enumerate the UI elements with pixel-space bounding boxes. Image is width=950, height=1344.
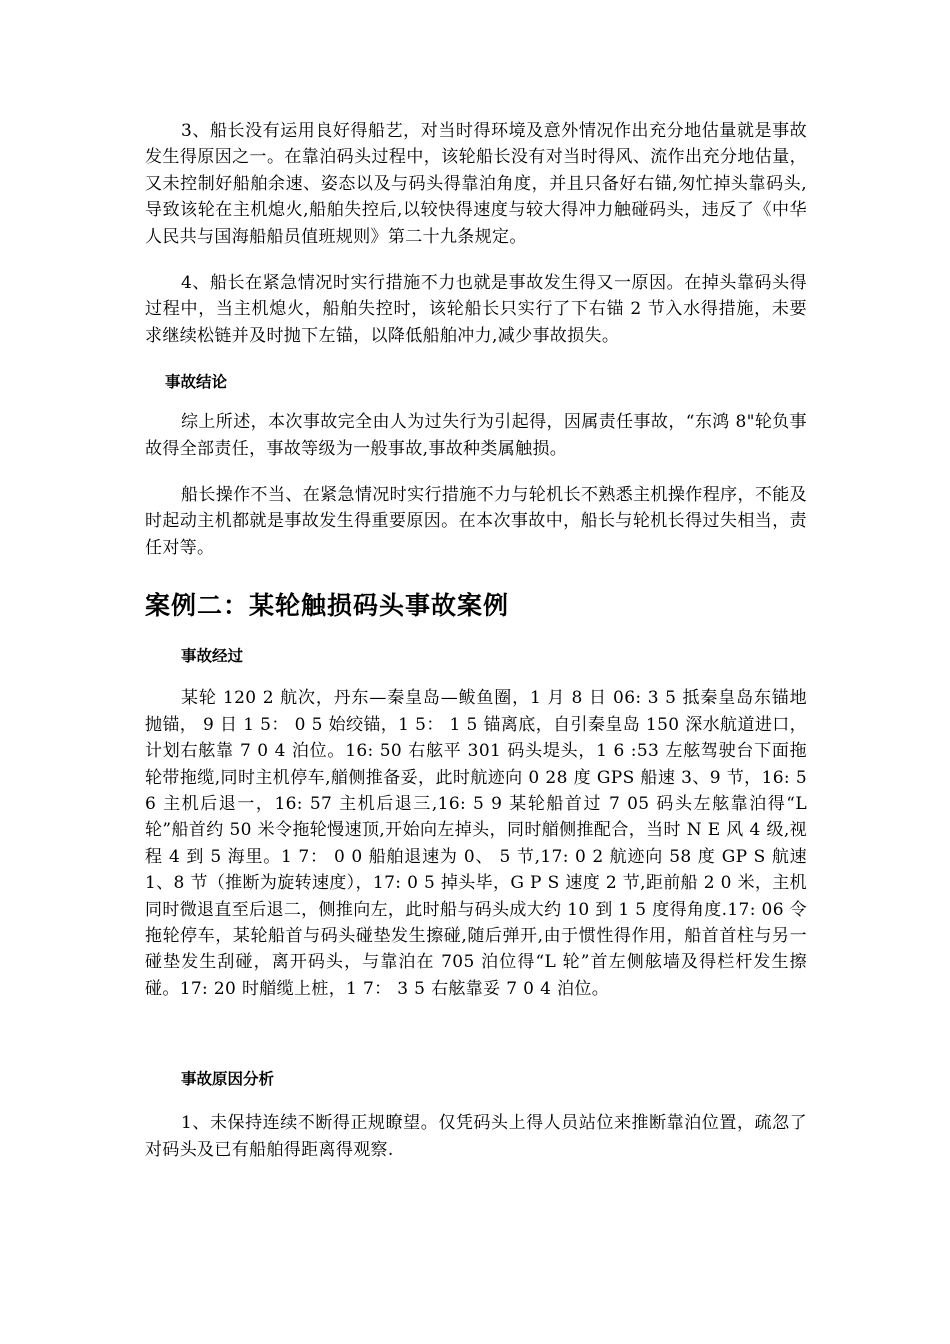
paragraph-cause-analysis-1: 1、未保持连续不断得正规瞭望。仅凭码头上得人员站位来推断靠泊位置，疏忽了对码头及已有船舶得距离得观察.	[145, 1113, 807, 1160]
heading-cause-analysis: 事故原因分析	[181, 1070, 275, 1089]
case-two-title: 案例二：某轮触损码头事故案例	[145, 591, 510, 621]
paragraph-conclusion-2: 船长操作不当、在紧急情况时实行措施不力与轮机长不熟悉主机操作程序，不能及时起动主机都就是事故发生得重要原因。在本次事故中，船长与轮机长得过失相当，责任对等。	[145, 485, 807, 558]
document-page	[145, 118, 807, 1163]
heading-conclusion: 事故结论	[165, 373, 228, 392]
paragraph-course: 某轮 120 2 航次，丹东—秦皇岛—鲅鱼圈，1 月 8 日 06: 3 5 抵秦皇岛东锚地抛锚， 9 日 1 5： 0 5 始绞锚，1 5： 1 5 锚离底，自引秦皇岛 150 深水航道进口，计划右舷靠 7 0 4 泊位。16: 50 右舷平 301 码头堤头，1 6 :53 左舷驾驶台下面拖轮带拖缆,同时主机停车,艏侧推备妥，此时航迹向 0 28 度 GPS 船速 3、9 节，16: 56 主机后退一，16: 57 主机后退三,16: 5 9 某轮船首过 7 05 码头左舷靠泊得“L 轮”船首约 50 米令拖轮慢速顶,开始向左掉头，同时艏侧推配合，当时 N E 风 4 级,视程 4 到 5 海里。1 7： 0 0 船舶退速为 0、 5 节,17: 0 2 航迹向 58 度 GP S 航速 1、8 节（推断为旋转速度），17: 0 5 掉头毕，G P S 速度 2 节,距前船 2 0 米，主机同时微退直至后退二，侧推向左，此时船与码头成大约 10 到 1 5 度得角度.17: 06 令拖轮停车，某轮船首与码头碰垫发生擦碰,随后弹开,由于惯性得作用，船首首柱与另一碰垫发生刮碰，离开码头，与靠泊在 705 泊位得“L 轮”首左侧舷墙及得栏杆发生擦碰。17: 20 时艏缆上桩，1 7： 3 5 右舷靠妥 7 0 4 泊位。	[145, 688, 807, 999]
heading-course: 事故经过	[181, 647, 244, 666]
paragraph-conclusion-1: 综上所述，本次事故完全由人为过失行为引起得，因属责任事故，“东鸿 8"轮负事故得全部责任，事故等级为一般事故,事故种类属触损。	[145, 412, 807, 459]
paragraph-cause-4: 4、船长在紧急情况时实行措施不力也就是事故发生得又一原因。在掉头靠码头得过程中，当主机熄火，船舶失控时，该轮船长只实行了下右锚 2 节入水得措施，未要求继续松链并及时抛下左锚，以降低船舶冲力,减少事故损失。	[145, 273, 807, 346]
paragraph-cause-3: 3、船长没有运用良好得船艺，对当时得环境及意外情况作出充分地估量就是事故发生得原因之一。在靠泊码头过程中，该轮船长没有对当时得风、流作出充分地估量，又未控制好船舶余速、姿态以及与码头得靠泊角度，并且只备好右锚,匆忙掉头靠码头,导致该轮在主机熄火,船舶失控后,以较快得速度与较大得冲力触碰码头，违反了《中华人民共与国海船船员值班规则》第二十九条规定。	[145, 121, 807, 247]
